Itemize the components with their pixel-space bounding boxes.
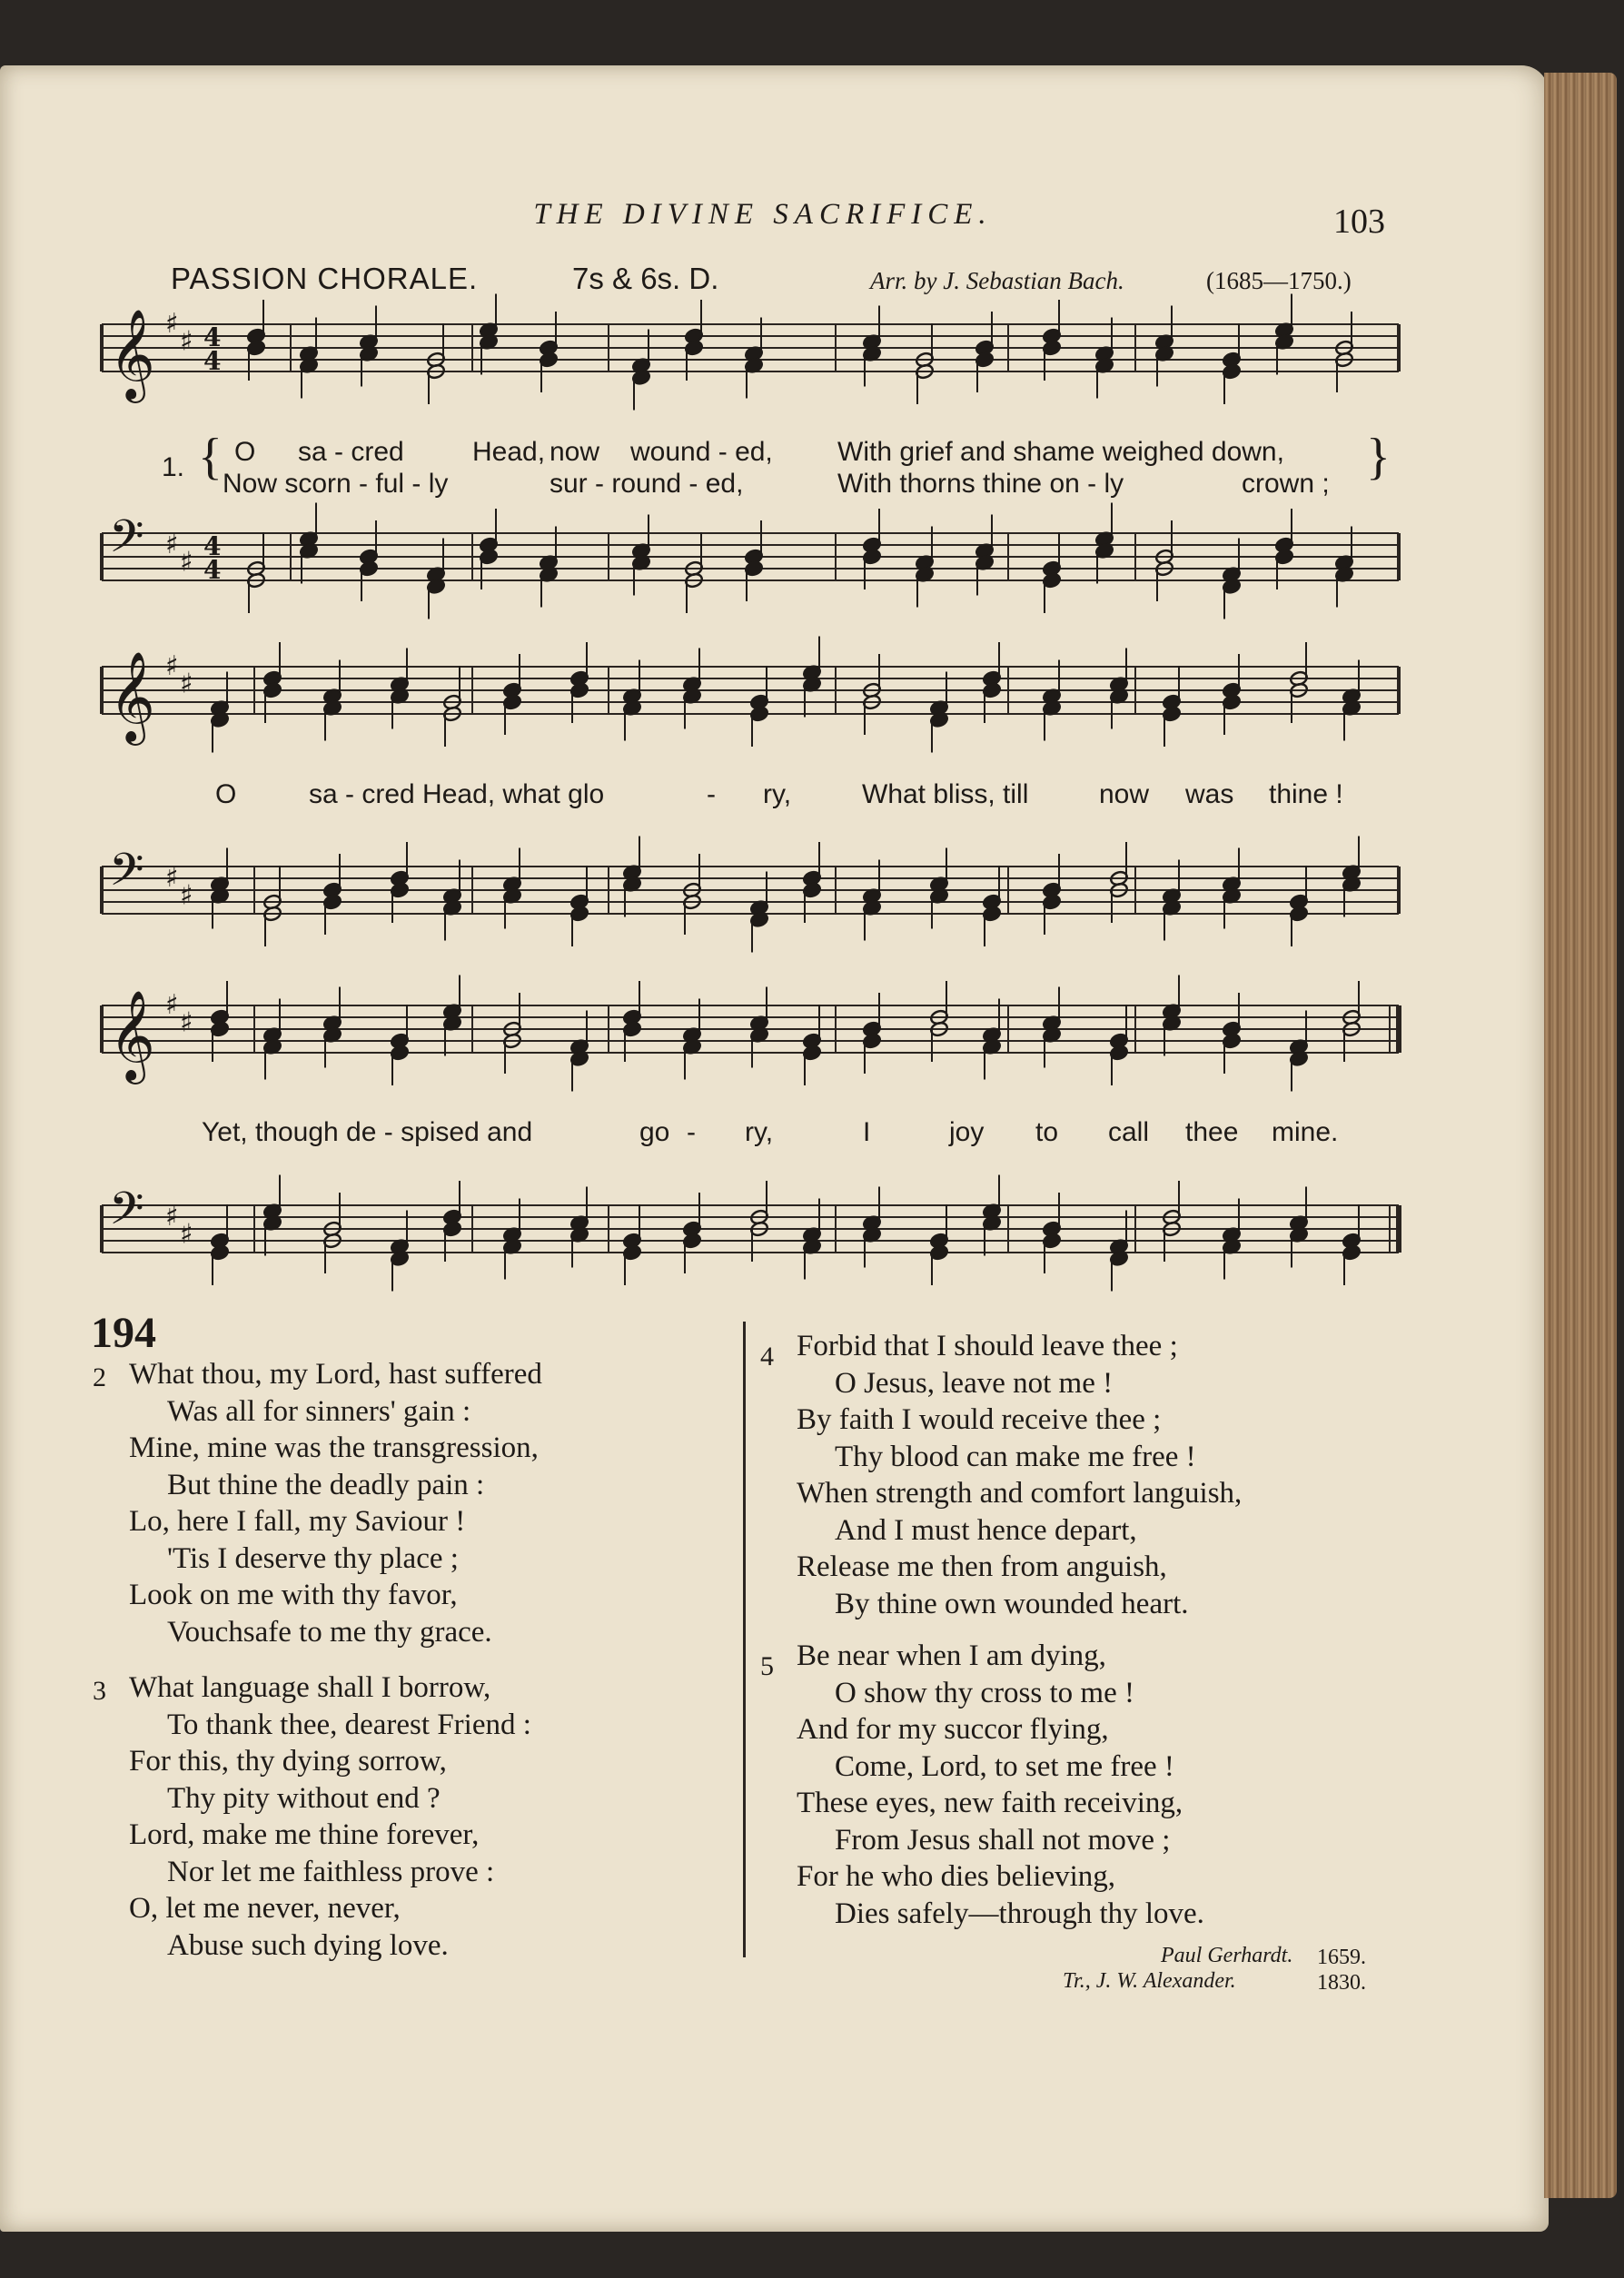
sharp-icon: ♯: [180, 546, 193, 579]
bass-staff: [91, 510, 1408, 631]
tune-name: PASSION CHORALE.: [171, 262, 479, 295]
translator-credit-year: 1830.: [1317, 1971, 1366, 1995]
sharp-icon: ♯: [180, 1006, 193, 1039]
lyric-word: go: [639, 1117, 670, 1147]
verse-number: 1.: [162, 452, 185, 482]
lyric-line-a-3: Head,: [472, 437, 546, 467]
stanza-line: Was all for sinners' gain :: [167, 1394, 471, 1428]
bass-staff: [91, 844, 1408, 965]
stanza-line: These eyes, new faith receiving,: [797, 1787, 1183, 1819]
stanza-line: Abuse such dying love.: [167, 1928, 449, 1962]
treble-staff: [91, 985, 1408, 1104]
sharp-icon: ♯: [165, 308, 179, 340]
hymn-number: 194: [91, 1309, 156, 1357]
stanza-line: O, let me never, never,: [129, 1892, 401, 1925]
treble-clef-icon: 𝄞: [109, 309, 155, 400]
stanza-line: And for my succor flying,: [797, 1713, 1109, 1746]
lyric-word: call: [1108, 1117, 1150, 1147]
tune-arranger: Arr. by J. Sebastian Bach.: [870, 267, 1124, 294]
stanza-line: For he who dies believing,: [797, 1860, 1116, 1893]
lyric-word: mine.: [1272, 1117, 1339, 1147]
lyric-word: What bliss, till: [862, 779, 1029, 809]
stanza-line: To thank thee, dearest Friend :: [167, 1708, 531, 1741]
sharp-icon: ♯: [165, 862, 179, 894]
bass-clef-icon: 𝄢: [109, 510, 144, 574]
lyric-line-a-4: now: [550, 437, 600, 467]
lyric-word: sa - cred Head, what glo: [309, 779, 605, 809]
sharp-icon: ♯: [180, 668, 193, 700]
stanza-number: 3: [93, 1676, 106, 1706]
stanza-line: By thine own wounded heart.: [835, 1587, 1189, 1620]
left-brace: {: [198, 429, 223, 485]
time-signature-digit: 4: [203, 322, 222, 352]
bass-clef-icon: 𝄢: [109, 844, 144, 907]
lyric-line-b-4: crown ;: [1242, 469, 1330, 499]
treble-clef-icon: 𝄞: [109, 651, 155, 742]
stanza-line: 'Tis I deserve thy place ;: [167, 1541, 459, 1575]
tune-meter: 7s & 6s. D.: [572, 262, 719, 295]
sharp-icon: ♯: [165, 650, 179, 682]
lyric-word: I: [863, 1117, 871, 1147]
stanza-number: 2: [93, 1362, 106, 1392]
lyric-word: joy: [949, 1117, 985, 1147]
stanza-line: For this, thy dying sorrow,: [129, 1745, 447, 1778]
column-divider: [743, 1322, 746, 1957]
sharp-icon: ♯: [165, 529, 179, 560]
bass-clef-icon: 𝄢: [109, 1183, 144, 1246]
stanza-line: Forbid that I should leave thee ;: [797, 1330, 1178, 1362]
stanza-line: What thou, my Lord, hast suffered: [129, 1358, 542, 1391]
stanza-line: Vouchsafe to me thy grace.: [167, 1615, 492, 1649]
stanza-line: Thy pity without end ?: [167, 1781, 441, 1815]
lyric-line-a-1: O: [234, 437, 256, 467]
treble-clef-icon: 𝄞: [109, 990, 155, 1081]
music-system-2: [91, 647, 1408, 974]
lyric-word: O: [215, 779, 237, 809]
stanza-5: [760, 1638, 1204, 1932]
treble-staff: [91, 647, 1408, 765]
music-system-3: [91, 985, 1408, 1312]
translator-credit: Tr., J. W. Alexander.: [1063, 1969, 1236, 1993]
lyric-word: thee: [1185, 1117, 1239, 1147]
stanza-line: From Jesus shall not move ;: [835, 1823, 1171, 1857]
stanza-line: And I must hence depart,: [835, 1513, 1137, 1547]
right-brace: }: [1366, 429, 1391, 485]
page-number: 103: [1333, 203, 1385, 241]
page-edges: [1544, 73, 1617, 2198]
author-credit-year: 1659.: [1317, 1946, 1366, 1969]
stanza-line: By faith I would receive thee ;: [797, 1403, 1162, 1436]
stanza-line: Lord, make me thine forever,: [129, 1818, 480, 1851]
stanza-line: But thine the deadly pain :: [167, 1468, 485, 1501]
author-credit: Paul Gerhardt.: [1161, 1944, 1293, 1967]
stanza-line: What language shall I borrow,: [129, 1671, 491, 1704]
sharp-icon: ♯: [165, 1201, 179, 1233]
lyric-word: ry,: [763, 779, 792, 809]
sharp-icon: ♯: [180, 879, 193, 912]
lyric-word: -: [687, 1117, 696, 1147]
lyric-line-a-2: sa - cred: [298, 437, 404, 467]
lyric-word: was: [1185, 779, 1234, 809]
bass-staff: [91, 1185, 1408, 1303]
stanza-line: Come, Lord, to set me free !: [835, 1749, 1174, 1783]
lyric-word: -: [707, 779, 716, 809]
running-title: THE DIVINE SACRIFICE.: [533, 198, 993, 231]
stanza-4: [760, 1328, 1243, 1622]
stanza-line: Be near when I am dying,: [797, 1639, 1106, 1672]
treble-staff: [91, 304, 1408, 422]
sharp-icon: ♯: [180, 325, 193, 358]
stanza-line: Dies safely—through thy love.: [835, 1897, 1204, 1930]
time-signature-digit: 4: [203, 555, 222, 585]
lyric-line-b-3: With thorns thine on - ly: [837, 469, 1124, 499]
stanza-line: O Jesus, leave not me !: [835, 1366, 1114, 1400]
stanza-line: When strength and comfort languish,: [797, 1477, 1243, 1510]
stanza-line: O show thy cross to me !: [835, 1676, 1134, 1709]
stanza-number: 4: [760, 1342, 774, 1372]
stanza-3: [93, 1669, 531, 1964]
arranger-dates: (1685—1750.): [1206, 267, 1352, 294]
lyric-line-b-2: sur - round - ed,: [550, 469, 744, 499]
time-signature-digit: 4: [203, 346, 222, 376]
stanza-line: Thy blood can make me free !: [835, 1440, 1196, 1473]
stanza-line: Release me then from anguish,: [797, 1550, 1167, 1583]
stanza-line: Mine, mine was the transgression,: [129, 1431, 539, 1464]
stanza-line: Lo, here I fall, my Saviour !: [129, 1505, 466, 1538]
lyric-line-a-5: wound - ed,: [630, 437, 773, 467]
lyric-word: Yet, though de - spised and: [202, 1117, 533, 1147]
lyric-word: to: [1035, 1117, 1059, 1147]
lyric-word: thine !: [1269, 779, 1343, 809]
stanza-line: Look on me with thy favor,: [129, 1579, 458, 1611]
music-system-1: [91, 304, 1408, 649]
sharp-icon: ♯: [180, 1218, 193, 1251]
lyric-word: ry,: [745, 1117, 774, 1147]
lyric-line-b-1: Now scorn - ful - ly: [223, 469, 449, 499]
lyric-line-a-6: With grief and shame weighed down,: [837, 437, 1284, 467]
stanza-number: 5: [760, 1651, 774, 1681]
stanza-line: Nor let me faithless prove :: [167, 1855, 495, 1888]
sharp-icon: ♯: [165, 989, 179, 1021]
time-signature-digit: 4: [203, 531, 222, 561]
stanza-2: [93, 1356, 542, 1650]
lyric-word: now: [1099, 779, 1150, 809]
